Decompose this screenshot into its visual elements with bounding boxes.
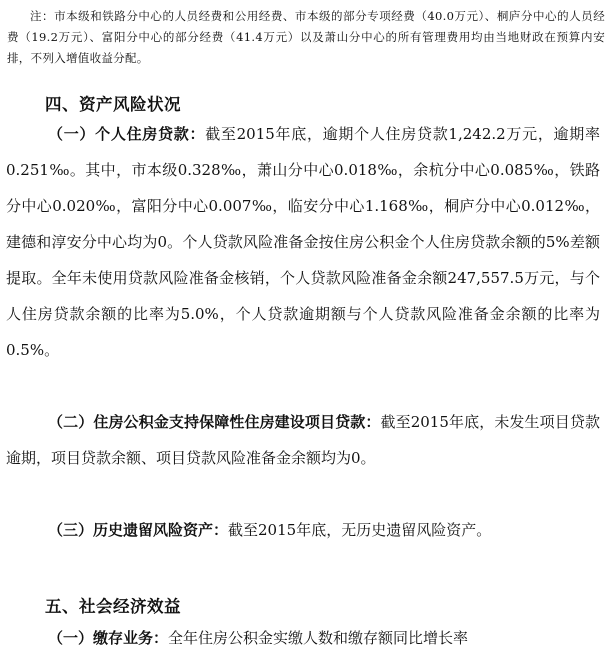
paragraph-text: 全年住房公积金实缴人数和缴存额同比增长率 bbox=[168, 629, 469, 647]
paragraph-lead: （一）缴存业务： bbox=[48, 629, 169, 647]
paragraph-personal-housing-loans bbox=[6, 116, 600, 368]
paragraph-legacy-risk-assets bbox=[6, 512, 600, 548]
paragraph-lead: （三）历史遗留风险资产： bbox=[48, 521, 229, 539]
footnote-text: 注：市本级和铁路分中心的人员经费和公用经费、市本级的部分专项经费（40.0万元）、桐庐分中心的人员经费（19.2万元）、富阳分中心的部分经费（41.4万元）以及萧山分中心的所有管理费用均由当地财政在预算内安排，不列入增值收益分配。 bbox=[7, 9, 605, 65]
paragraph-lead: （一）个人住房贷款： bbox=[48, 125, 206, 143]
section-heading-asset-risk: 四、资产风险状况 bbox=[45, 95, 181, 114]
paragraph-project-loans bbox=[6, 404, 600, 476]
paragraph-lead: （二）住房公积金支持保障性住房建设项目贷款： bbox=[48, 413, 381, 431]
paragraph-text: 截至2015年底，无历史遗留风险资产。 bbox=[228, 521, 492, 539]
section-heading-social-economic-benefits: 五、社会经济效益 bbox=[45, 597, 181, 616]
paragraph-text: 截至2015年底，未发生项目贷款逾期，项目贷款余额、项目贷款风险准备金余额均为0。 bbox=[6, 413, 600, 467]
paragraph-deposit-business bbox=[6, 620, 600, 656]
footnote bbox=[7, 6, 605, 69]
paragraph-text: 截至2015年底，逾期个人住房贷款1,242.2万元，逾期率0.251‰。其中，市本级0.328‰，萧山分中心0.018‰，余杭分中心0.085‰，铁路分中心0.020‰，富阳分中心0.007‰，临安分中心1.168‰，桐庐分中心0.012‰，建德和淳安分中心均为0。个人贷款风险准备金按住房公积金个人住房贷款余额的5%差额提取。全年未使用贷款风险准备金核销，个人贷款风险准备金余额247,557.5万元，与个人住房贷款余额的比率为5.0%，个人贷款逾期额与个人贷款风险准备金余额的比率为0.5%。 bbox=[6, 125, 600, 359]
